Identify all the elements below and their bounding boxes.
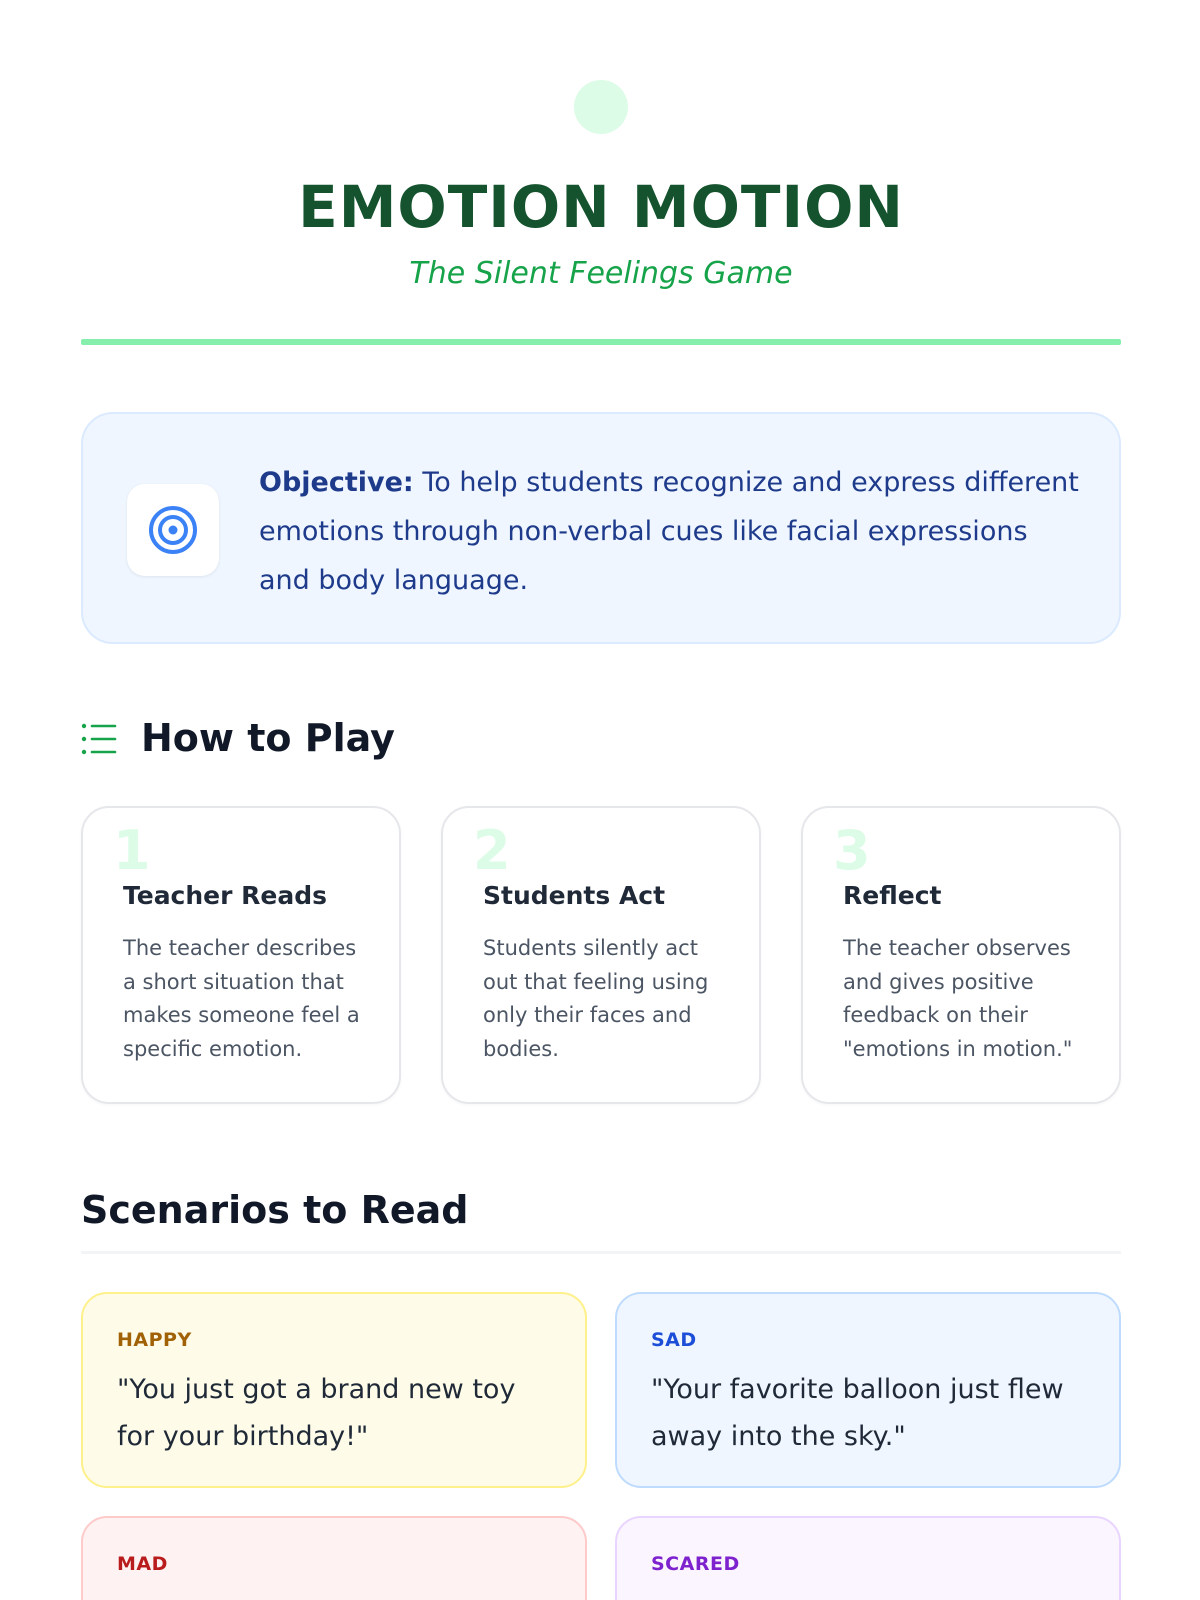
step-card-reflect bbox=[801, 806, 1121, 1104]
objective-panel bbox=[81, 412, 1121, 644]
step-number: 2 bbox=[473, 819, 511, 882]
scenario-card-sad bbox=[615, 1292, 1121, 1488]
page-subtitle: The Silent Feelings Game bbox=[409, 256, 793, 291]
scenario-card-scared bbox=[615, 1516, 1121, 1600]
scenario-emotion-label: SCARED bbox=[651, 1553, 740, 1575]
step-description: The teacher observes and gives positive feedback on their "emotions in motion." bbox=[843, 936, 1073, 1061]
objective-text bbox=[259, 458, 1079, 605]
scenario-card-happy bbox=[81, 1292, 587, 1488]
target-icon bbox=[127, 484, 219, 576]
page-title: EMOTION MOTION bbox=[298, 173, 904, 241]
objective-description: To help students recognize and express different emotions through non-verbal cues like facial expressions and body language. bbox=[259, 467, 1079, 596]
scenario-emotion-label: MAD bbox=[117, 1553, 168, 1575]
scenario-emotion-label: SAD bbox=[651, 1329, 697, 1351]
scenario-text: "Your favorite balloon just flew away into the sky." bbox=[651, 1374, 1064, 1452]
objective-label: Objective: bbox=[259, 467, 414, 498]
step-title: Students Act bbox=[483, 881, 666, 910]
step-number: 1 bbox=[113, 819, 151, 882]
scenario-text: "You just got a brand new toy for your birthday!" bbox=[117, 1374, 516, 1452]
step-title: Reflect bbox=[843, 881, 942, 910]
scenarios-heading: Scenarios to Read bbox=[81, 1188, 469, 1232]
list-icon bbox=[81, 722, 119, 756]
header-decoration-circle bbox=[574, 80, 628, 134]
step-card-students-act bbox=[441, 806, 761, 1104]
step-number: 3 bbox=[833, 819, 871, 882]
scenario-emotion-label: HAPPY bbox=[117, 1329, 192, 1351]
step-description: The teacher describes a short situation that makes someone feel a specific emotion. bbox=[123, 936, 360, 1061]
lesson-page bbox=[81, 0, 1121, 1600]
step-card-teacher-reads bbox=[81, 806, 401, 1104]
step-description: Students silently act out that feeling using only their faces and bodies. bbox=[483, 936, 709, 1061]
header-divider bbox=[81, 339, 1121, 345]
scenarios-divider bbox=[81, 1251, 1121, 1254]
step-title: Teacher Reads bbox=[123, 881, 328, 910]
how-to-play-heading: How to Play bbox=[141, 716, 395, 760]
scenario-card-mad bbox=[81, 1516, 587, 1600]
